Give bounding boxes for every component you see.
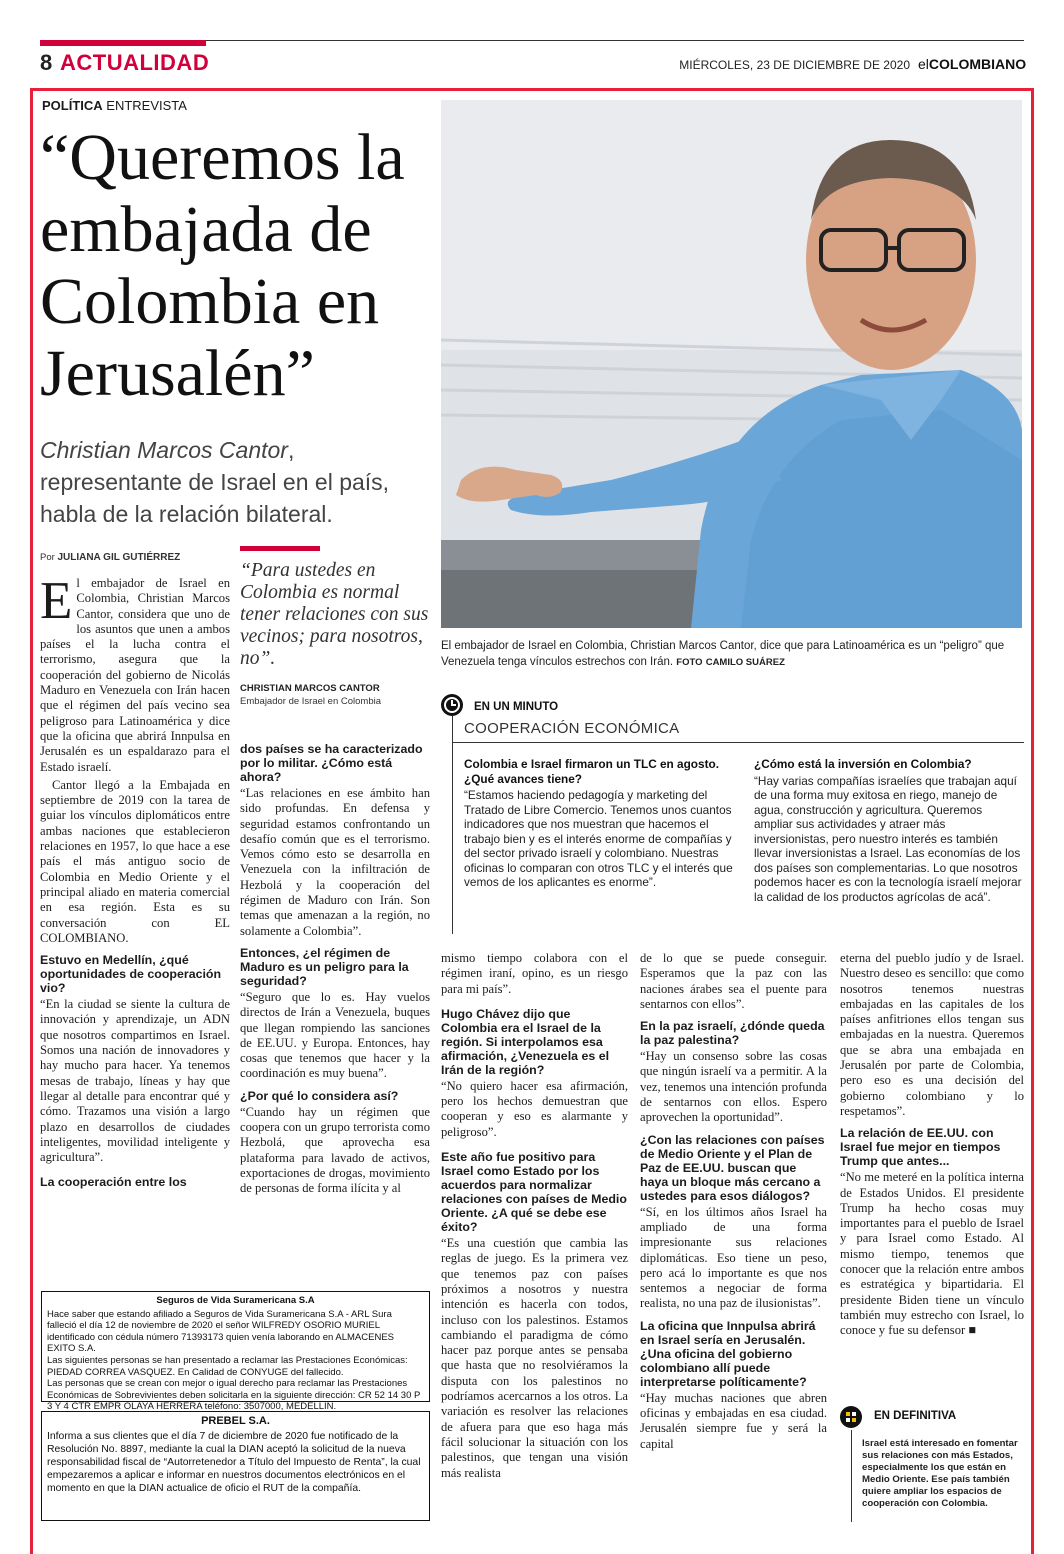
notice-title: PREBEL S.A. — [201, 1415, 270, 1427]
answer: “En la ciudad se siente la cultura de innovación y aprendizaje, un ADN que nosotros compartimos en Israel. Somos una nación de innovadores y hay mucho para hacer. Ya tenemos mesas de trabajo, líneas y hay que llegar al detalle para encontrar qué y cómo. Trazamos una visión a largo plazo en desarrollos de ciudades inteligentes, movilidad inteligente y agricultura”. — [40, 997, 230, 1165]
pullquote-role: Embajador de Israel en Colombia — [240, 696, 381, 707]
kicker — [42, 98, 187, 113]
dek-name: Christian Marcos Cantor — [40, 437, 288, 463]
question: La relación de EE.UU. con Israel fue mejor en tiempos Trump que antes... — [840, 1126, 1001, 1169]
question: La cooperación entre los — [40, 1175, 187, 1190]
byline-prefix: Por — [40, 552, 55, 563]
answer: mismo tiempo colabora con el régimen iraní, opino, es un riesgo para mi país”. — [441, 951, 628, 996]
article-column-1 — [40, 572, 230, 1191]
article-column-5 — [840, 951, 1024, 1342]
en-definitiva-rule — [851, 1430, 852, 1522]
lead-paragraph — [40, 572, 230, 775]
answer: “Hay un consenso sobre las cosas que ningún israelí va a permitir. A la vez, tenemos una intención profunda de sentarnos con ellos. Espero aprovechen la oportunidad”. — [640, 1049, 827, 1125]
box-horizontal-rule — [452, 742, 1024, 743]
photo-illustration — [441, 100, 1022, 628]
newspaper-brand — [918, 56, 1026, 72]
question: En la paz israelí, ¿dónde queda la paz palestina? — [640, 1019, 825, 1048]
answer: “No me meteré en la política interna de Estados Unidos. El presidente Trump ha hecho cosas muy importantes para el pueblo de Israel y para Israel como Estado. Al mismo tiempo, tenemos que conocer que la relación entre ambos es estratégica y bipartidaria. El presidente Biden tiene un vínculo también muy estrecho con Israel, lo conoce y fue su defensor ■ — [840, 1170, 1024, 1338]
article-column-3 — [441, 951, 628, 1484]
pullquote-rule — [240, 546, 320, 551]
drop-cap: E — [40, 572, 73, 630]
answer: “No quiero hacer esa afirmación, pero los hechos demuestran que cooperan y eso es alarmante y peligroso”. — [441, 1078, 628, 1139]
ambassador-photo — [441, 100, 1022, 628]
photo-credit-label: FOTO — [676, 657, 703, 668]
dek — [40, 434, 435, 530]
answer: “Es una cuestión que cambia las reglas de juego. Es la primera vez que tenemos paz con países próximos a nosotros y nuestra intención es hacerla con todos, incluso con los palestinos. Estamos cambiando el paradigma de cómo hacer paz porque antes se pensaba que hasta que no resolviéramos la disputa con los palestinos no podríamos acercarnos a los otros. La variación es resolver las relaciones de afuera para que eso haga más fácil solucionar la situación con los palestinos, que tengan una visión más realista — [441, 1236, 628, 1480]
dek-text: , representante de Israel en el país, habla de la relación bilateral. — [40, 437, 390, 527]
lead-text: l embajador de Israel en Colombia, Christian Marcos Cantor, considera que uno de los asuntos que unen a ambos países el la lucha contra el terrorismo, asegura que la cooperación del gobierno de Nicolás Maduro en Venezuela con Irán hacen que el régimen del país vecino sea peligroso para Latinoamérica y dice que la oficina que abrirá Innpulsa en Jerusalén es un espaldarazo para el Estado israelí. — [40, 576, 230, 774]
photo-credit-name: CAMILO SUÁREZ — [705, 657, 785, 668]
en-un-minuto-title: EN UN MINUTO — [474, 701, 559, 713]
caption-text: El embajador de Israel en Colombia, Christian Marcos Cantor, dice que para Latinoamérica es un “peligro” que Venezuela tenga vínculos estrechos con Irán. — [441, 640, 1005, 668]
section-accent-bar — [40, 40, 206, 46]
question: Este año fue positivo para Israel como Estado por los acuerdos para normalizar relaciones con países de Medio Oriente. ¿A qué se debe ese éxito? — [441, 1150, 627, 1235]
notice-text: Las personas que se crean con mejor o igual derecho para reclamar las Prestaciones Económicas de Sobrevivientes deben solicitarla en la siguiente dirección: CR 52 14 30 P 3 Y 4 CTR EMPR OLAYA HERRERA teléfono: 3507000, MEDELLIN. — [47, 1378, 421, 1413]
answer: “Las relaciones en ese ámbito han sido profundas. En defensa y seguridad estamos confrontando un desafío común que es el terrorismo. Vemos cómo esto se desarrolla en Venezuela con la infiltración de Hezbolá y la cooperación del régimen de Maduro con Irán. Son temas que amenazan a la región, no solamente a Colombia”. — [240, 786, 430, 938]
article-column-2 — [240, 742, 430, 1200]
answer: de lo que se puede conseguir. Esperamos que la paz con las naciones árabes sea el puente para sentarnos con ellos”. — [640, 951, 827, 1011]
answer: “Cuando hay un régimen que coopera con un grupo terrorista como Hezbolá, que aprovecha esa plataforma para lavado de activos, exportaciones de drogas, movimiento de personas de forma ilícita y al — [240, 1104, 430, 1196]
question: ¿Cómo está la inversión en Colombia? — [754, 757, 972, 771]
pullquote-name: CHRISTIAN MARCOS CANTOR — [240, 683, 380, 694]
notice-text: Informa a sus clientes que el día 7 de diciembre de 2020 fue notificado de la Resolución No. 8897, mediante la cual la DIAN aceptó la solicitud de la nueva responsabilidad fiscal de “Autorretenedor a Título del Impuesto de Renta”, la cual empezaremos a aplicar e informar en nuestros documentos electrónicos en el momento en que la DIAN actualice de oficio el RUT de la compañía. — [47, 1431, 421, 1494]
paragraph: Cantor llegó a la Embajada en septiembre de 2019 con la tarea de guiar los vínculos diplomáticos entre ambas naciones que establecieron relaciones en 1957, lo que hace a ese país el más antiguo socio de Colombia en Medio Oriente y el principal aliado en materia comercial en esa región. Esta es su conversación con EL COLOMBIANO. — [40, 777, 230, 945]
clock-icon — [441, 694, 463, 716]
photo-caption — [441, 638, 1026, 671]
kicker-topic: POLÍTICA — [42, 98, 103, 113]
pullquote-text: “Para ustedes en Colombia es normal tener relaciones con sus vecinos; para nosotros, no”. — [240, 560, 429, 669]
answer: “Hay muchas naciones que abren oficinas y embajadas en esa ciudad. Jerusalén siempre fue y será la capital — [640, 1390, 827, 1451]
question: dos países se ha caracterizado por lo militar. ¿Cómo está ahora? — [240, 742, 423, 784]
question: Estuvo en Medellín, ¿qué oportunidades de cooperación vio? — [40, 953, 222, 996]
legal-notice-seguros — [41, 1291, 430, 1413]
question: Hugo Chávez dijo que Colombia era el Israel de la región. Si interpolamos esa afirmación, ¿Venezuela es el Irán de la región? — [441, 1006, 610, 1077]
notice-text: Las siguientes personas se han presentado a reclamar las Prestaciones Económicas: PIEDAD CORREA VASQUEZ. En Calidad de CONYUGE del fallecido. — [47, 1354, 408, 1378]
legal-notice-prebel — [41, 1411, 430, 1521]
brand-name: COLOMBIANO — [928, 56, 1027, 72]
answer: “Estamos haciendo pedagogía y marketing del Tratado de Libre Comercio. Tenemos unos cuantos indicadores que nos muestran que hacemos el trabajo bien y es el interés enorme de compañías y del sector privado israelí y colombiano. Nuestras oficinas lo comparan con otros TLC y el interés que vemos de los aplicantes es enorme”. — [464, 788, 733, 889]
kicker-type: ENTREVISTA — [106, 98, 187, 113]
notice-title: Seguros de Vida Suramericana S.A — [156, 1295, 315, 1306]
question: ¿Con las relaciones con países de Medio Oriente y el Plan de Paz de EE.UU. buscan que haya un bloque más cercano a ustedes para esos diálogos? — [640, 1132, 825, 1203]
question: Colombia e Israel firmaron un TLC en agosto. ¿Qué avances tiene? — [464, 757, 719, 786]
headline: “Queremos la embajada de Colombia en Jerusalén” — [40, 121, 405, 410]
answer: “Sí, en los últimos años Israel ha ampliado de una forma impresionante sus relaciones diplomáticas. Eso tiene un peso, pero acá lo importante es que nos sentemos a negociar de forma realista, no una paz de ilusionistas”. — [640, 1204, 827, 1311]
answer: eterna del pueblo judío y de Israel. Nuestro deseo es sencillo: que como nosotros tenemos nuestras embajadas en las capitales de los países anfitriones ellos tengan sus embajadas en la nuestra. Queremos que se abra una embajada en Jerusalén por parte de Colombia, pero eso es una decisión del gobierno colombiano y lo respetamos”. — [840, 951, 1024, 1118]
question: Entonces, ¿el régimen de Maduro es un peligro para la seguridad? — [240, 945, 409, 988]
en-un-minuto-subtitle: COOPERACIÓN ECONÓMICA — [464, 720, 680, 737]
page-number: 8 — [40, 50, 53, 75]
section-name: ACTUALIDAD — [60, 50, 210, 75]
issue-date: MIÉRCOLES, 23 DE DICIEMBRE DE 2020 — [679, 58, 910, 72]
question: ¿Por qué lo considera así? — [240, 1088, 399, 1103]
puzzle-icon — [840, 1406, 862, 1428]
en-definitiva-text: Israel está interesado en fomentar sus relaciones con más Estados, especialmente los que están en Medio Oriente. Ese país también quiere ampliar los espacios de cooperación con Colombia. — [862, 1438, 1018, 1509]
notice-text: Hace saber que estando afiliado a Seguros de Vida Suramericana S.A - ARL Sura falleció el día 12 de noviembre de 2020 el señor WILFREDY OSORIO MURIEL identificado con cédula número 71393173 quien venía laborando en ALMACENES EXITO S.A. — [47, 1308, 394, 1355]
brand-prefix: el — [918, 56, 929, 72]
byline-author: JULIANA GIL GUTIÉRREZ — [57, 552, 181, 563]
article-column-4 — [640, 951, 827, 1455]
en-un-minuto-column-1 — [464, 757, 741, 890]
byline — [40, 552, 180, 563]
en-un-minuto-column-2 — [754, 757, 1022, 904]
answer: “Hay varias compañías israelíes que trabajan aquí de una forma muy exitosa en riego, manejo de agua, construcción y agricultura. Queremos ampliar sus actividades y atraer más inversionistas, pero nuestro interés es también llevar inversionistas a Israel. Las economías de los dos países son complementarias. Lo que nosotros podemos hacer es con la tecnología israelí mejorar la calidad de los productos agrícolas de acá”. — [754, 773, 1022, 904]
question: La oficina que Innpulsa abrirá en Israel sería en Jerusalén. ¿Una oficina del gobierno colombiano allí puede interpretarse políticamente? — [640, 1318, 816, 1389]
answer: “Seguro que lo es. Hay vuelos directos de Irán a Venezuela, buques que llegan rompiendo las sanciones de EE.UU. y Europa. Entonces, hay cosas que tenemos que hacer y la coordinación es muy buena”. — [240, 989, 430, 1081]
box-vertical-rule — [452, 716, 453, 934]
en-definitiva-title: EN DEFINITIVA — [874, 1410, 957, 1422]
